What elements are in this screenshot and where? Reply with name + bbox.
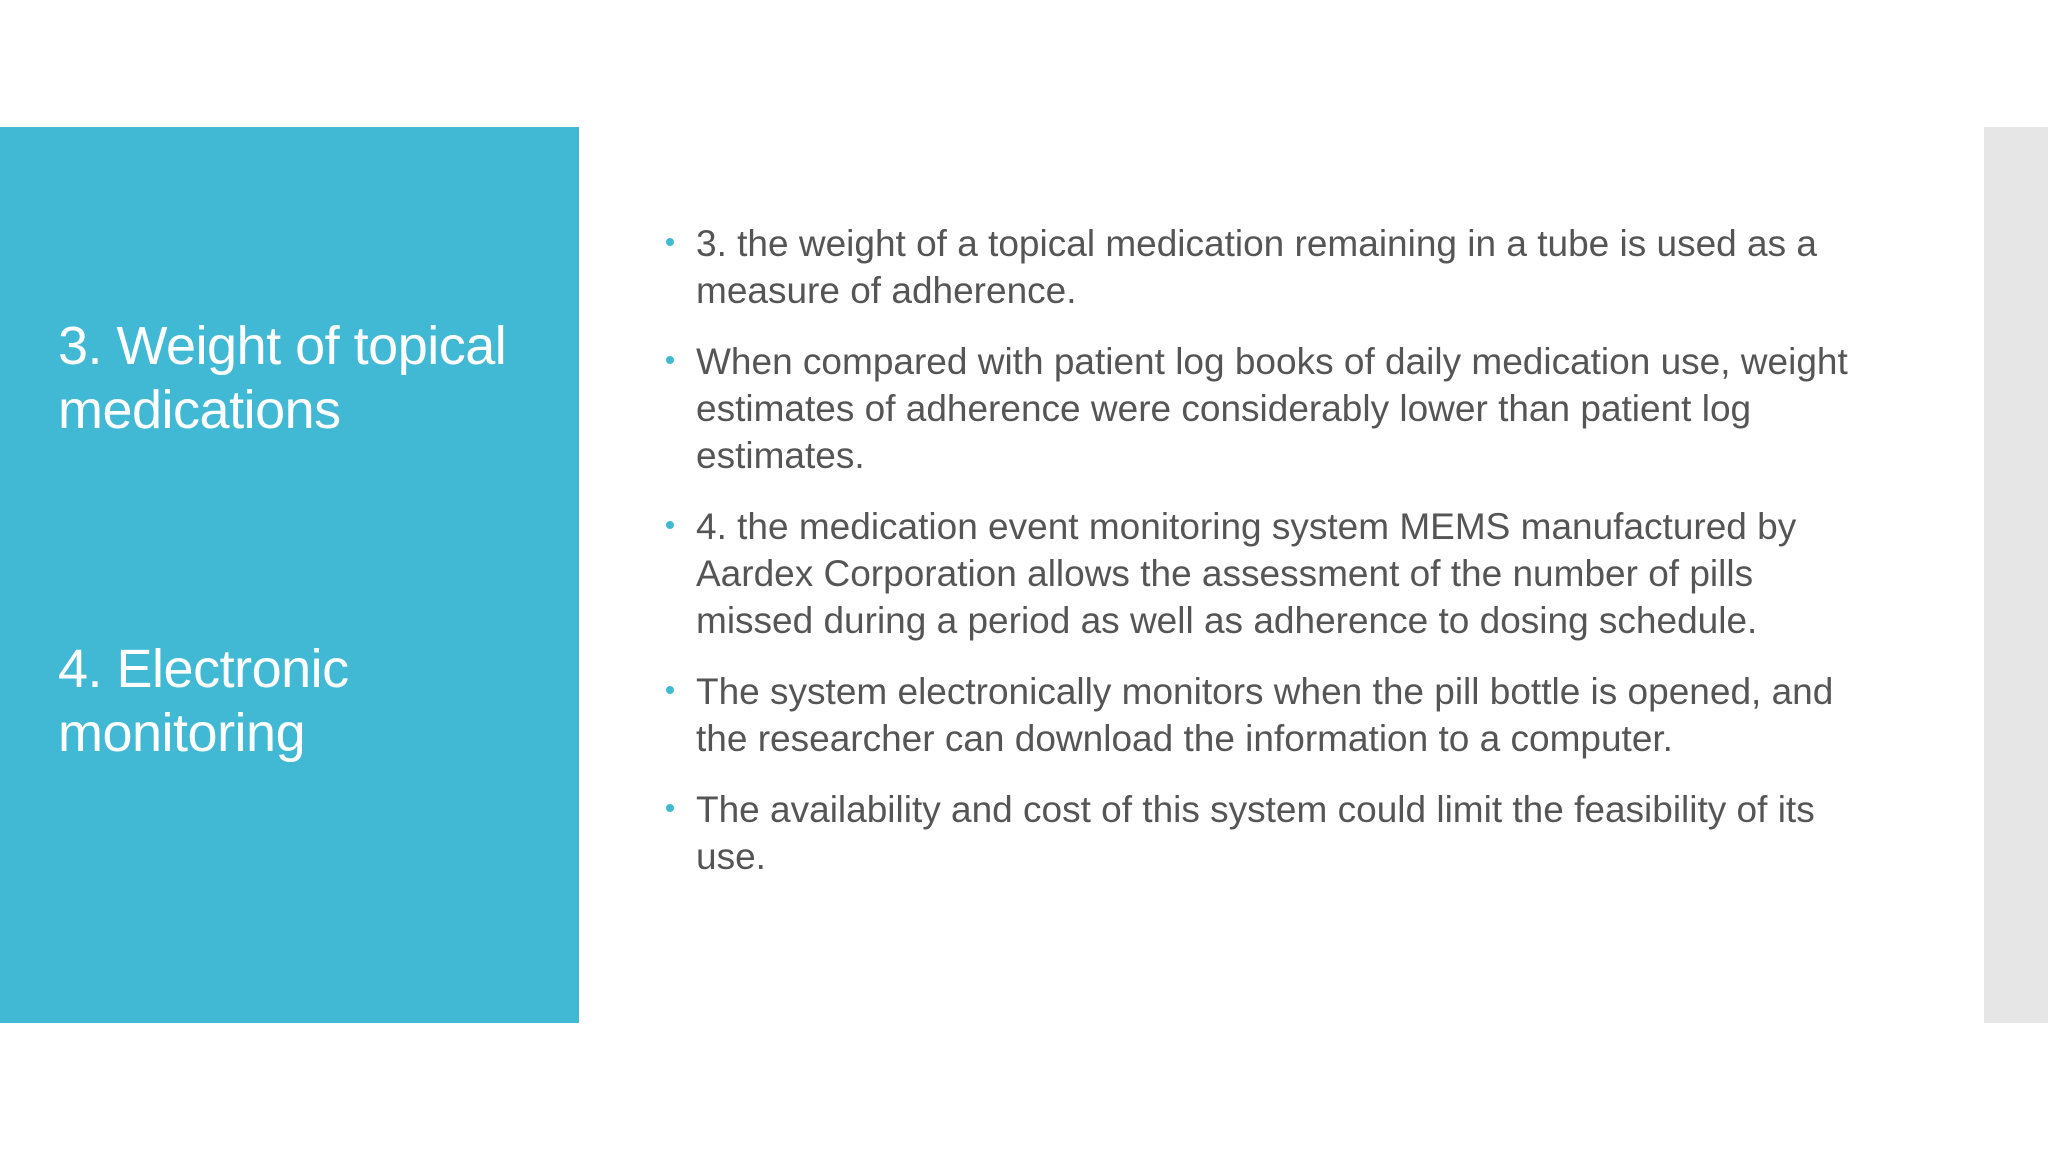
section-title-weight: 3. Weight of topical medications	[58, 316, 507, 440]
bullet-dot-icon	[666, 804, 674, 812]
bullet-dot-icon	[666, 521, 674, 529]
bullet-item	[660, 668, 1880, 762]
side-strip	[1984, 127, 2048, 1023]
bullet-item	[660, 786, 1880, 880]
bullet-item	[660, 338, 1880, 479]
bullet-text: When compared with patient log books of daily medication use, weight estimates of adherence were considerably lower than patient log estimates.	[696, 341, 1848, 476]
bullet-text: The system electronically monitors when the pill bottle is opened, and the researcher can download the information to a computer.	[696, 671, 1834, 759]
bullet-list	[660, 220, 1880, 904]
bullet-dot-icon	[666, 686, 674, 694]
bullet-text: 4. the medication event monitoring system MEMS manufactured by Aardex Corporation allows the assessment of the number of pills missed during a period as well as adherence to dosing schedule.	[696, 506, 1797, 641]
title-panel	[0, 127, 579, 1023]
bullet-text: 3. the weight of a topical medication remaining in a tube is used as a measure of adherence.	[696, 223, 1817, 311]
bullet-item	[660, 503, 1880, 644]
bullet-text: The availability and cost of this system could limit the feasibility of its use.	[696, 789, 1815, 877]
bullet-dot-icon	[666, 356, 674, 364]
bullet-dot-icon	[666, 238, 674, 246]
bullet-item	[660, 220, 1880, 314]
section-title-electronic: 4. Electronic monitoring	[58, 639, 349, 763]
